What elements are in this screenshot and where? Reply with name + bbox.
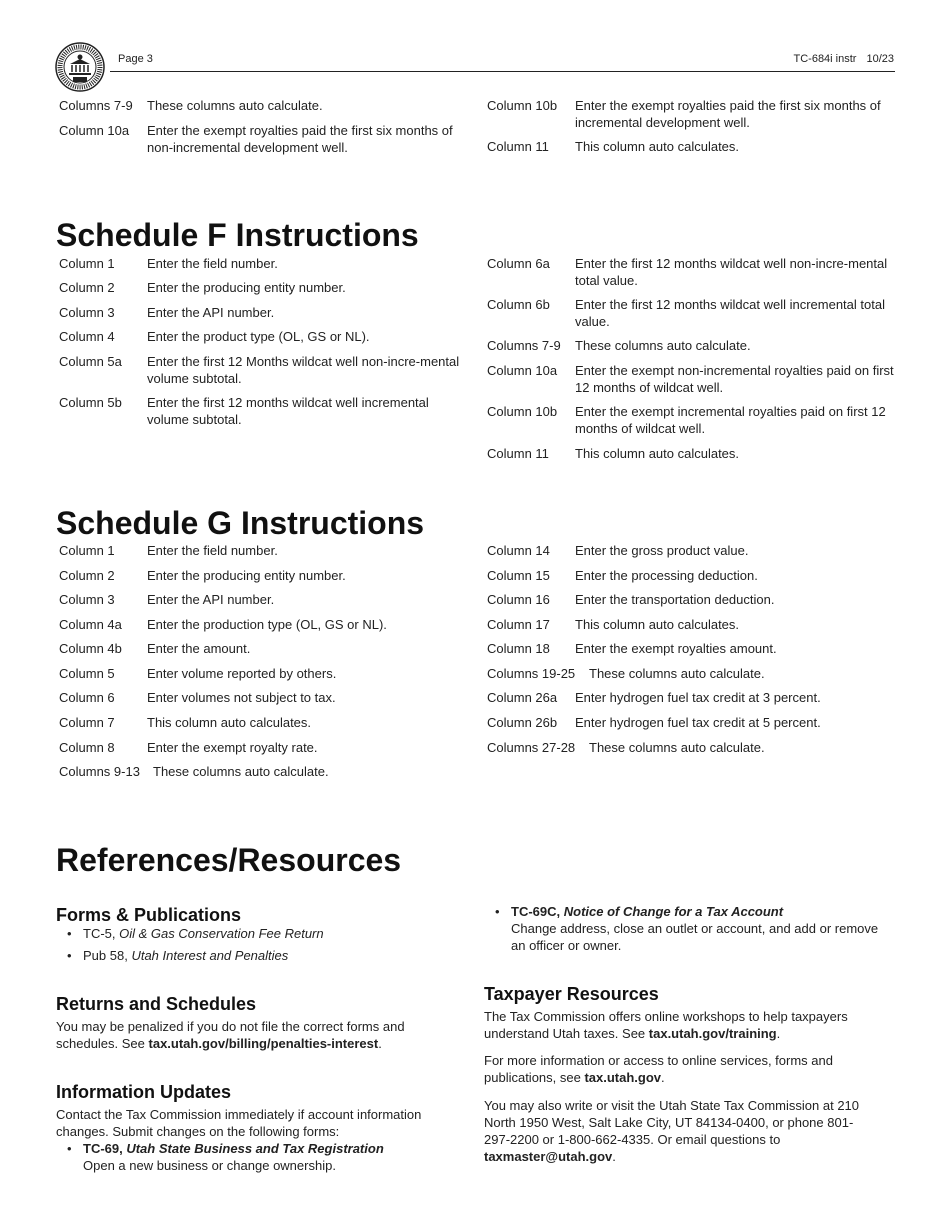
updates-paragraph: Contact the Tax Commission immediately if account information changes. Submit changes on the following forms: (56, 1107, 422, 1139)
form-code: TC-684i instr (793, 53, 857, 65)
page-number: Page 3 (118, 53, 153, 65)
returns-paragraph: You may be penalized if you do not file the correct forms and schedules. See tax.utah.gov/billing/penalties-interest. (56, 1019, 405, 1051)
information-updates-heading: Information Updates (56, 1082, 232, 1102)
list-item: • TC-69, Utah State Business and Tax Registration Open a new business or change ownership. (67, 1141, 384, 1173)
taxpayer-resources-heading: Taxpayer Resources (484, 984, 659, 1004)
state-seal-icon (55, 42, 105, 92)
list-item: • TC-5, Oil & Gas Conservation Fee Return (67, 926, 324, 941)
schedule-f-title: Schedule F Instructions (56, 217, 419, 253)
returns-schedules-heading: Returns and Schedules (56, 994, 257, 1014)
schedule-g-title: Schedule G Instructions (56, 505, 425, 541)
penalties-link[interactable]: tax.utah.gov/billing/penalties-interest (148, 1036, 379, 1051)
header-rule (110, 71, 895, 72)
form-id (794, 53, 895, 65)
training-link[interactable]: tax.utah.gov/training (648, 1026, 777, 1041)
email-link[interactable]: taxmaster@utah.gov (484, 1149, 613, 1164)
forms-publications-heading: Forms & Publications (56, 905, 242, 925)
list-item: • TC-69C, Notice of Change for a Tax Account Change address, close an outlet or account, and add or remove an officer or owner. (495, 904, 879, 953)
tax-utah-link[interactable]: tax.utah.gov (584, 1070, 662, 1085)
list-item: • Pub 58, Utah Interest and Penalties (67, 948, 289, 963)
taxpayer-paragraph-1: The Tax Commission offers online workshops to help taxpayers understand Utah taxes. See tax.utah.gov/training. (484, 1009, 848, 1041)
references-title: References/Resources (56, 842, 402, 878)
taxpayer-paragraph-3: You may also write or visit the Utah State Tax Commission at 210 North 1950 West, Salt Lake City, UT 84134-0400, or phone 801-297-2200 or 1-800-662-4335. Or email questions to taxmaster@utah.gov. (484, 1098, 860, 1164)
form-date: 10/23 (866, 53, 894, 65)
taxpayer-paragraph-2: For more information or access to online services, forms and publications, see tax.utah.gov. (484, 1053, 833, 1085)
